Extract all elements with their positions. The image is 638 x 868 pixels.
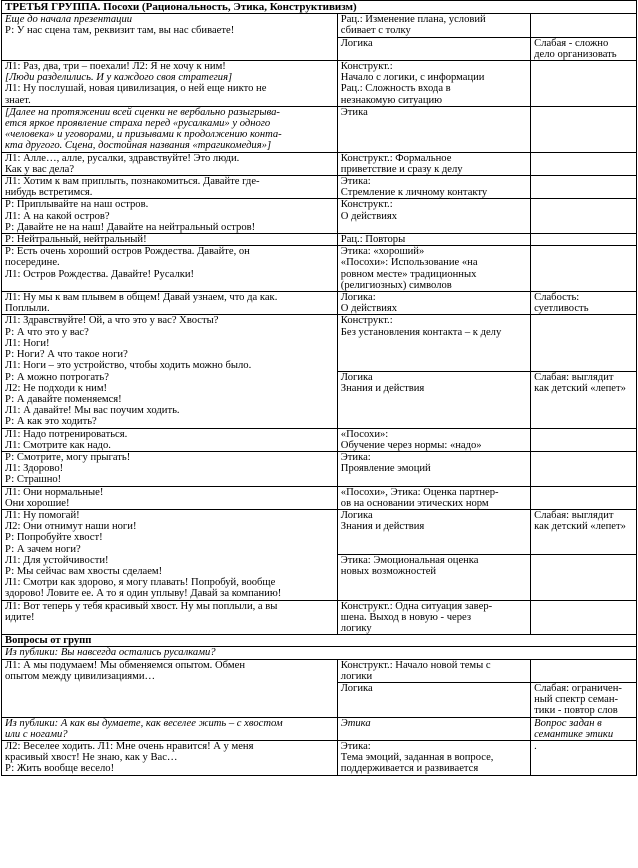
dialogue-cell bbox=[2, 292, 338, 315]
analysis-line: незнакомую ситуацию bbox=[340, 94, 443, 106]
analysis-line: ов на основании этических норм bbox=[340, 497, 489, 509]
dialogue-line: Р: Давайте не на наш! Давайте на нейтральный остров! bbox=[5, 221, 256, 233]
note-cell bbox=[531, 659, 637, 682]
analysis-line: О действиях bbox=[340, 210, 398, 222]
note-line: Слабая - сложно bbox=[534, 37, 609, 49]
dialogue-cell bbox=[2, 509, 338, 600]
block-row bbox=[2, 234, 637, 246]
analysis-line: Этика bbox=[340, 717, 371, 729]
question-line: Из публики: А как вы думаете, как веселее жить – с хвостом bbox=[5, 717, 283, 729]
dialogue-line: Л2: Они отнимут наши ноги! bbox=[5, 521, 137, 533]
question-row bbox=[2, 717, 637, 740]
note-line: Вопрос задан в bbox=[534, 717, 602, 729]
analysis-cell bbox=[337, 199, 530, 234]
dialogue-line: Л1: А давайте! Мы вас поучим ходить. bbox=[5, 405, 180, 417]
dialogue-line: [Далее на протяжении всей сценки не вербально разыгрыва- bbox=[5, 106, 280, 118]
dialogue-line: Р: А что это у вас? bbox=[5, 326, 89, 338]
dialogue-line: Р: Жить вообще весело! bbox=[5, 763, 115, 775]
analysis-cell bbox=[337, 61, 530, 107]
analysis-line: Знания и действия bbox=[340, 383, 425, 395]
questions-section-title: Вопросы от групп bbox=[2, 635, 637, 647]
dialogue-line: Л1: Ну мы к вам плывем в общем! Давай узнаем, что да как. bbox=[5, 292, 278, 304]
dialogue-cell bbox=[2, 14, 338, 61]
dialogue-line: Л1: Хотим к вам приплыть, познакомиться. Давайте где- bbox=[5, 176, 260, 188]
note-line: дело организовать bbox=[534, 48, 617, 60]
analysis-cell bbox=[337, 176, 530, 199]
block-row bbox=[2, 176, 637, 199]
analysis-line: Этика: bbox=[340, 741, 371, 752]
analysis-cell bbox=[337, 152, 530, 175]
audience-question bbox=[2, 717, 338, 740]
dialogue-line: Л1: А мы подумаем! Мы обменяемся опытом. Обмен bbox=[5, 659, 245, 671]
dialogue-line: Л1: Ну послушай, новая цивилизация, о ней еще никто не bbox=[5, 83, 267, 95]
analysis-line: Проявление эмоций bbox=[340, 463, 431, 475]
analysis-line: Логика: bbox=[340, 292, 376, 304]
analysis-line: логики bbox=[340, 670, 373, 682]
analysis-line: Конструкт.: Формальное bbox=[340, 152, 452, 164]
note-cell bbox=[531, 152, 637, 175]
dialogue-cell bbox=[2, 246, 338, 292]
analysis-line: Без установления контакта – к делу bbox=[340, 326, 502, 338]
dialogue-cell bbox=[2, 486, 338, 509]
analysis-line: «Посохи», Этика: Оценка партнер- bbox=[340, 486, 499, 498]
note-cell bbox=[531, 315, 637, 372]
analysis-line: Этика: Эмоциональная оценка bbox=[340, 555, 479, 567]
analysis-line: Начало с логики, с информации bbox=[340, 72, 485, 84]
dialogue-cell bbox=[2, 199, 338, 234]
note-line: Слабость: bbox=[534, 292, 580, 304]
dialogue-line: Л2: Не подходи к ним! bbox=[5, 382, 108, 394]
dialogue-line: Л1: Смотрите как надо. bbox=[5, 439, 111, 451]
analysis-cell bbox=[337, 509, 530, 554]
analysis-cell bbox=[337, 717, 530, 740]
dialogue-line: Поплыли. bbox=[5, 303, 50, 315]
dialogue-line: Л1: Ну помогай! bbox=[5, 509, 80, 521]
dialogue-line: Р: Мы сейчас вам хвосты сделаем! bbox=[5, 565, 163, 577]
dialogue-cell bbox=[2, 106, 338, 152]
analysis-line: приветствие и сразу к делу bbox=[340, 163, 463, 175]
note-cell bbox=[531, 14, 637, 37]
analysis-cell bbox=[337, 600, 530, 635]
analysis-line: логику bbox=[340, 622, 372, 634]
dialogue-cell bbox=[2, 451, 338, 486]
analysis-line: Конструкт.: Одна ситуация завер- bbox=[340, 600, 493, 612]
note-cell bbox=[531, 176, 637, 199]
note-cell bbox=[531, 246, 637, 292]
dialogue-line: Л1: Вот теперь у тебя красивый хвост. Ну мы поплыли, а вы bbox=[5, 600, 278, 612]
note-cell bbox=[531, 106, 637, 152]
dialogue-line: Л1: Для устойчивости! bbox=[5, 554, 109, 566]
analysis-cell bbox=[337, 428, 530, 451]
analysis-cell bbox=[337, 14, 530, 37]
dialogue-line: Л1: А на какой остров? bbox=[5, 210, 110, 222]
analysis-line: Конструкт.: bbox=[340, 315, 393, 327]
analysis-cell bbox=[337, 246, 530, 292]
dialogue-line: Л1: Смотри как здорово, я могу плавать! Попробуй, вообще bbox=[5, 577, 276, 589]
block-row bbox=[2, 152, 637, 175]
block-row bbox=[2, 106, 637, 152]
analysis-line: Рац.: Сложность входа в bbox=[340, 83, 451, 95]
analysis-cell bbox=[337, 37, 530, 60]
dialogue-line: Р: А можно потрогать? bbox=[5, 371, 109, 383]
note-cell bbox=[531, 600, 637, 635]
dialogue-line: знает. bbox=[5, 94, 31, 106]
block-row bbox=[2, 61, 637, 107]
document bbox=[1, 0, 637, 776]
analysis-line: ровном месте» традиционных bbox=[340, 268, 477, 280]
dialogue-cell bbox=[2, 741, 338, 776]
question-line: или с ногами? bbox=[5, 728, 68, 740]
note-line: Слабая: выглядит bbox=[534, 372, 614, 383]
question-row bbox=[2, 647, 637, 659]
note-line: . bbox=[534, 741, 537, 752]
dialogue-line: Л1: Они нормальные! bbox=[5, 486, 104, 498]
block-row bbox=[2, 14, 637, 37]
analysis-cell bbox=[337, 682, 530, 717]
analysis-line: Конструкт.: bbox=[340, 61, 393, 73]
dialogue-line: опытом между цивилизациями… bbox=[5, 670, 156, 682]
analysis-line: Этика: «хороший» bbox=[340, 246, 425, 258]
questions-header-row bbox=[2, 635, 637, 647]
answer-row bbox=[2, 741, 637, 776]
note-cell bbox=[531, 292, 637, 315]
note-cell bbox=[531, 741, 637, 776]
analysis-line: Рац.: Повторы bbox=[340, 234, 406, 246]
dialogue-line: Р: Попробуйте хвост! bbox=[5, 532, 103, 544]
dialogue-cell bbox=[2, 61, 338, 107]
dialogue-line: Р: А зачем ноги? bbox=[5, 543, 81, 555]
dialogue-line: здорово! Ловите ее. А то я один уплыву! Давай за компанию! bbox=[5, 588, 282, 600]
dialogue-line: ется яркое проявление страха перед «русалками» у одного bbox=[5, 118, 271, 130]
analysis-cell bbox=[337, 106, 530, 152]
analysis-line: Знания и действия bbox=[340, 521, 425, 533]
dialogue-line: идите! bbox=[5, 611, 35, 623]
dialogue-line: Они хорошие! bbox=[5, 497, 70, 509]
analysis-cell bbox=[337, 659, 530, 682]
note-cell bbox=[531, 199, 637, 234]
dialogue-line: Л1: Здорово! bbox=[5, 463, 64, 475]
dialogue-cell bbox=[2, 428, 338, 451]
dialogue-line: Еще до начала презентации bbox=[5, 14, 133, 26]
note-cell bbox=[531, 61, 637, 107]
dialogue-line: Л1: Остров Рождества. Давайте! Русалки! bbox=[5, 268, 195, 280]
dialogue-line: Р: А как это ходить? bbox=[5, 416, 97, 428]
block-row bbox=[2, 315, 637, 372]
dialogue-line: «человека» и уговорами, и призывами к продолжению конта- bbox=[5, 129, 282, 141]
note-cell bbox=[531, 682, 637, 717]
note-cell bbox=[531, 509, 637, 554]
note-cell bbox=[531, 451, 637, 486]
note-line: как детский «лепет» bbox=[534, 521, 626, 533]
analysis-cell bbox=[337, 451, 530, 486]
note-line: семантике этики bbox=[534, 728, 614, 740]
analysis-line: Логика bbox=[340, 37, 373, 49]
title-row bbox=[2, 1, 637, 14]
dialogue-line: Р: Есть очень хороший остров Рождества. Давайте, он bbox=[5, 246, 250, 258]
analysis-line: Рац.: Изменение плана, условий bbox=[340, 14, 486, 26]
analysis-line: Стремление к личному контакту bbox=[340, 187, 488, 199]
note-cell bbox=[531, 717, 637, 740]
dialogue-line: Л1: Алле…, алле, русалки, здравствуйте! Это люди. bbox=[5, 152, 240, 164]
block-row bbox=[2, 451, 637, 486]
dialogue-line: [Люди разделились. И у каждого своя стратегия] bbox=[5, 72, 233, 84]
block-row bbox=[2, 600, 637, 635]
analysis-line: Этика: bbox=[340, 451, 371, 463]
analysis-line: сбивает с толку bbox=[340, 25, 411, 37]
analysis-cell bbox=[337, 555, 530, 600]
dialogue-line: Л1: Раз, два, три – поехали! Л2: Я не хочу к ним! bbox=[5, 61, 226, 73]
note-line: суетливость bbox=[534, 303, 589, 315]
dialogue-cell bbox=[2, 315, 338, 428]
note-cell bbox=[531, 486, 637, 509]
analysis-line: поддерживается и развивается bbox=[340, 763, 479, 775]
analysis-line: (религиозных) символов bbox=[340, 279, 452, 291]
analysis-line: Логика bbox=[340, 509, 373, 521]
block-row bbox=[2, 486, 637, 509]
note-line: ный спектр семан- bbox=[534, 694, 619, 706]
dialogue-cell bbox=[2, 659, 338, 717]
note-line: Слабая: ограничен- bbox=[534, 682, 622, 694]
analysis-line: шена. Выход в новую - через bbox=[340, 611, 472, 623]
analysis-line: «Посохи»: Использование «на bbox=[340, 257, 478, 269]
dialogue-line: Р: Нейтральный, нейтральный! bbox=[5, 234, 147, 246]
analysis-line: Конструкт.: Начало новой темы с bbox=[340, 659, 491, 671]
note-cell bbox=[531, 428, 637, 451]
dialogue-line: Л1: Здравствуйте! Ой, а что это у вас? Хвосты? bbox=[5, 315, 219, 327]
analysis-cell bbox=[337, 486, 530, 509]
dialogue-cell bbox=[2, 176, 338, 199]
dialogue-line: Р: Ноги? А что такое ноги? bbox=[5, 349, 128, 361]
note-cell bbox=[531, 37, 637, 60]
note-cell bbox=[531, 234, 637, 246]
note-line: Слабая: выглядит bbox=[534, 509, 614, 521]
analysis-cell bbox=[337, 315, 530, 372]
dialogue-line: Л1: Ноги – это устройство, чтобы ходить можно было. bbox=[5, 360, 252, 372]
block-row bbox=[2, 509, 637, 554]
dialogue-cell bbox=[2, 152, 338, 175]
answer-row bbox=[2, 659, 637, 682]
block-row bbox=[2, 428, 637, 451]
dialogue-line: Р: Смотрите, могу прыгать! bbox=[5, 451, 131, 463]
analysis-line: новых возможностей bbox=[340, 566, 437, 578]
dialogue-line: нибудь встретимся. bbox=[5, 187, 93, 199]
dialogue-line: Л1: Надо потренироваться. bbox=[5, 428, 128, 440]
document-title: ТРЕТЬЯ ГРУППА. Посохи (Рациональность, Этика, Конструктивизм) bbox=[2, 1, 637, 14]
block-row bbox=[2, 292, 637, 315]
analysis-line: О действиях bbox=[340, 303, 398, 315]
block-row bbox=[2, 246, 637, 292]
dialogue-line: Р: Страшно! bbox=[5, 474, 62, 486]
dialogue-line: Л2: Веселее ходить. Л1: Мне очень нравится! А у меня bbox=[5, 741, 254, 752]
analysis-line: «Посохи»: bbox=[340, 428, 389, 440]
analysis-line: Логика bbox=[340, 682, 373, 694]
dialogue-line: Р: У нас сцена там, реквизит там, вы нас сбиваете! bbox=[5, 25, 235, 37]
analysis-cell bbox=[337, 372, 530, 429]
analysis-line: Логика bbox=[340, 372, 373, 383]
dialogue-line: красивый хвост! Не знаю, как у Вас… bbox=[5, 752, 178, 764]
dialogue-line: Как у вас дела? bbox=[5, 163, 75, 175]
analysis-line: Тема эмоций, заданная в вопросе, bbox=[340, 752, 494, 764]
audience-question: Из публики: Вы навсегда остались русалками? bbox=[2, 647, 637, 659]
note-cell bbox=[531, 555, 637, 600]
note-cell bbox=[531, 372, 637, 429]
dialogue-line: Р: А давайте поменяемся! bbox=[5, 393, 122, 405]
analysis-cell bbox=[337, 234, 530, 246]
analysis-line: Обучение через нормы: «надо» bbox=[340, 439, 482, 451]
analysis-cell bbox=[337, 741, 530, 776]
analysis-line: Конструкт.: bbox=[340, 199, 393, 211]
block-row bbox=[2, 199, 637, 234]
dialogue-cell bbox=[2, 600, 338, 635]
analysis-table bbox=[1, 0, 637, 776]
analysis-line: Этика bbox=[340, 106, 368, 118]
dialogue-line: посередине. bbox=[5, 257, 60, 269]
dialogue-line: Р: Приплывайте на наш остров. bbox=[5, 199, 149, 211]
analysis-line: Этика: bbox=[340, 176, 371, 188]
dialogue-line: Л1: Ноги! bbox=[5, 337, 50, 349]
analysis-cell bbox=[337, 292, 530, 315]
note-line: тики - повтор слов bbox=[534, 705, 618, 717]
note-line: как детский «лепет» bbox=[534, 383, 626, 395]
dialogue-cell bbox=[2, 234, 338, 246]
dialogue-line: кта другого. Сцена, достойная названия «трагикомедия»] bbox=[5, 140, 272, 152]
